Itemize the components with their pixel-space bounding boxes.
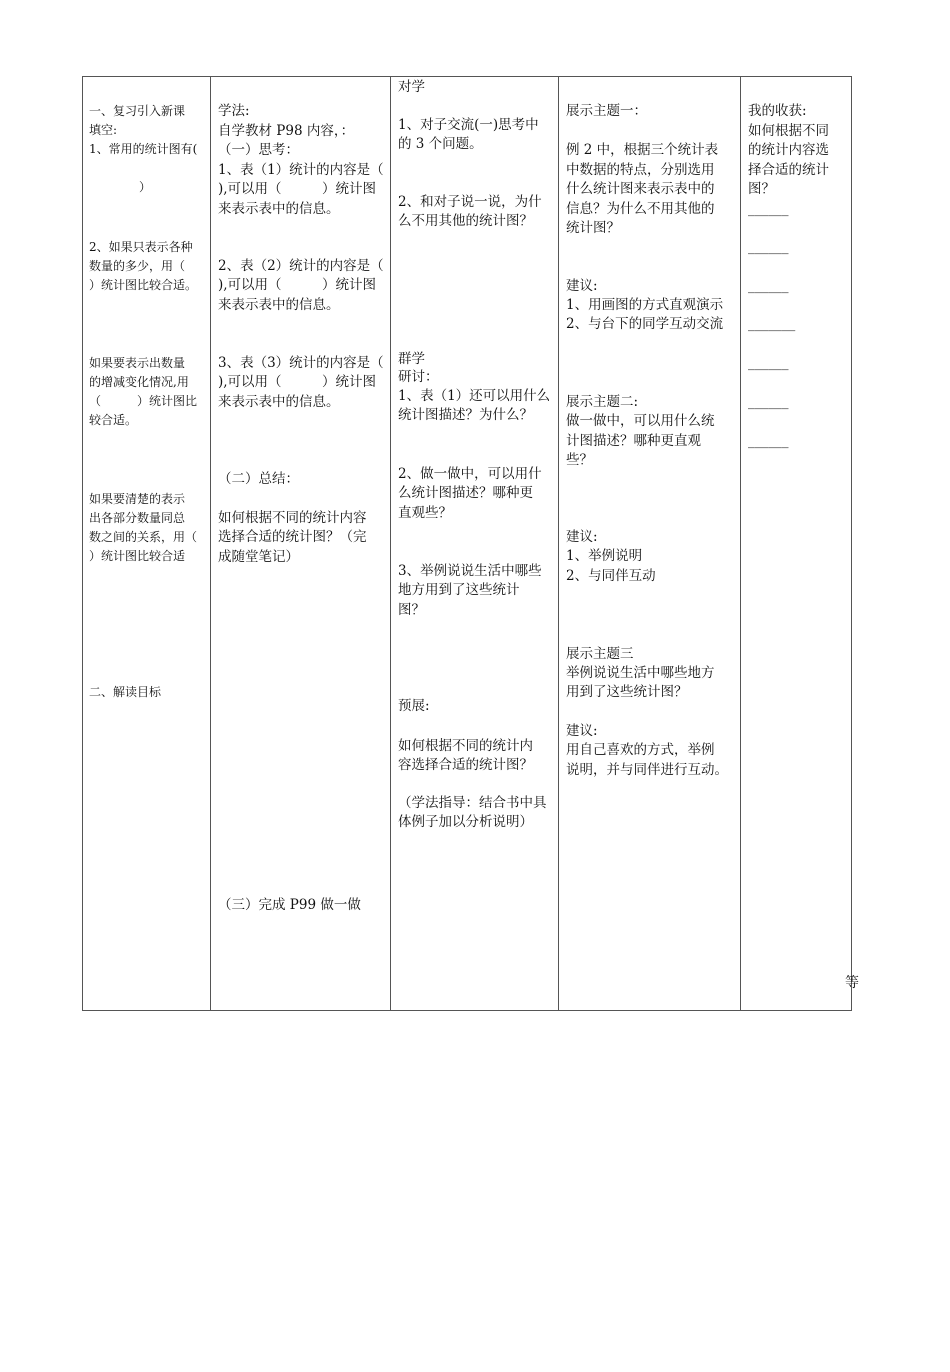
theme2-line: 展示主题二: bbox=[566, 394, 639, 410]
advice2-line: 2、与同伴互动 bbox=[566, 568, 656, 584]
question-3-line: 的增减变化情况,用 bbox=[89, 375, 189, 389]
column-review bbox=[83, 77, 211, 1010]
think-item-2-line: 2、表（2）统计的内容是（ bbox=[218, 258, 384, 274]
answer-line: ______ bbox=[748, 278, 789, 294]
answer-line: ______ bbox=[748, 239, 789, 255]
question-4-line: 如果要清楚的表示 bbox=[89, 492, 186, 506]
group-1-line: 统计图描述？为什么？ bbox=[398, 407, 533, 423]
column-presentation bbox=[559, 77, 741, 1010]
advice2-line: 1、举例说明 bbox=[566, 548, 643, 564]
advice3-line: 用自己喜欢的方式，举例 bbox=[566, 742, 715, 758]
group-1-line: 1、表（1）还可以用什么 bbox=[398, 388, 551, 404]
question-4-line: 数之间的关系，用（ bbox=[89, 530, 198, 544]
part3-title: （三）完成 P99 做一做 bbox=[218, 897, 361, 913]
advice1-line: 建议: bbox=[566, 278, 598, 294]
theme1-line: 中数据的特点，分别选用 bbox=[566, 162, 715, 178]
preview-title: 预展: bbox=[398, 698, 430, 714]
summary-line: 如何根据不同的统计内容 bbox=[218, 510, 367, 526]
think-item-3-line: 来表示表中的信息。 bbox=[218, 394, 340, 410]
think-item-3-line: 3、表（3）统计的内容是（ bbox=[218, 355, 384, 371]
pair-2-line: 2、和对子说一说，为什 bbox=[398, 194, 542, 210]
advice3-line: 建议: bbox=[566, 723, 598, 739]
theme1-line: 什么统计图来表示表中的 bbox=[566, 181, 715, 197]
theme1-title: 展示主题一： bbox=[566, 103, 647, 119]
advice1-line: 2、与台下的同学互动交流 bbox=[566, 316, 724, 332]
theme2-line: 做一做中，可以用什么统 bbox=[566, 413, 715, 429]
theme1-line: 信息？为什么不用其他的 bbox=[566, 201, 715, 217]
answer-line: ______ bbox=[748, 355, 789, 371]
answer-line: ______ bbox=[748, 394, 789, 410]
summary-title: （二）总结： bbox=[218, 471, 299, 487]
question-3-line: （ ）统计图比 bbox=[89, 394, 198, 408]
section2-title: 二、解读目标 bbox=[89, 685, 162, 699]
question-2-line: 数量的多少，用（ bbox=[89, 259, 186, 273]
preview-line: 容选择合适的统计图？ bbox=[398, 757, 533, 773]
guide-line: （学法指导：结合书中具 bbox=[398, 795, 547, 811]
column-self-study bbox=[211, 77, 391, 1010]
study-head-line: 自学教材 P98 内容，： bbox=[218, 123, 355, 139]
pair-1-line: 1、对子交流(一)思考中 bbox=[398, 117, 539, 133]
think-item-1-line: 来表示表中的信息。 bbox=[218, 201, 340, 217]
preview-line: 如何根据不同的统计内 bbox=[398, 738, 533, 754]
question-2-line: ）统计图比较合适。 bbox=[89, 278, 198, 292]
theme3-line: 展示主题三 bbox=[566, 646, 634, 662]
group-title-line: 群学 bbox=[398, 351, 425, 367]
group-2-line: 直观些？ bbox=[398, 505, 452, 521]
think-item-2-line: ),可以用（ ）统计图 bbox=[218, 277, 377, 293]
trailing-character: 等 bbox=[845, 975, 859, 991]
gain-line: 如何根据不同 bbox=[748, 123, 829, 139]
group-3-line: 3、举例说说生活中哪些 bbox=[398, 563, 542, 579]
fill-label: 填空: bbox=[89, 123, 118, 137]
guide-line: 体例子加以分析说明） bbox=[398, 814, 533, 830]
think-item-1-line: ),可以用（ ）统计图 bbox=[218, 181, 377, 197]
think-item-3-line: ),可以用（ ）统计图 bbox=[218, 374, 377, 390]
advice2-line: 建议: bbox=[566, 529, 598, 545]
answer-line: ______ bbox=[748, 433, 789, 449]
column-pair-group bbox=[391, 77, 559, 1010]
answer-line: _______ bbox=[748, 316, 796, 332]
summary-line: 成随堂笔记） bbox=[218, 549, 299, 565]
question-2-line: 2、如果只表示各种 bbox=[89, 240, 193, 254]
think-item-1-line: 1、表（1）统计的内容是（ bbox=[218, 162, 384, 178]
study-head-line: 学法: bbox=[218, 103, 250, 119]
group-3-line: 地方用到了这些统计 bbox=[398, 582, 520, 598]
question-1-line: ） bbox=[139, 180, 152, 194]
question-4-line: ）统计图比较合适 bbox=[89, 549, 186, 563]
gain-line: 择合适的统计 bbox=[748, 162, 829, 178]
theme1-line: 统计图？ bbox=[566, 220, 620, 236]
summary-line: 选择合适的统计图？（完 bbox=[218, 529, 367, 545]
theme2-line: 些？ bbox=[566, 452, 593, 468]
gain-line: 图？ bbox=[748, 181, 775, 197]
lesson-table bbox=[82, 76, 852, 1011]
pair-title: 对学 bbox=[398, 79, 425, 95]
answer-line: ______ bbox=[748, 201, 789, 217]
question-3-line: 较合适。 bbox=[89, 413, 138, 427]
study-head-line: （一）思考： bbox=[218, 142, 299, 158]
group-title-line: 研讨： bbox=[398, 369, 439, 385]
advice1-line: 1、用画图的方式直观演示 bbox=[566, 297, 724, 313]
group-2-line: 2、做一做中，可以用什 bbox=[398, 466, 542, 482]
question-4-line: 出各部分数量同总 bbox=[89, 511, 186, 525]
section1-title: 一、复习引入新课 bbox=[89, 104, 186, 118]
theme2-line: 计图描述？哪种更直观 bbox=[566, 433, 701, 449]
gain-line: 的统计内容选 bbox=[748, 142, 829, 158]
column-gain bbox=[741, 77, 851, 1010]
theme3-line: 举例说说生活中哪些地方 bbox=[566, 665, 715, 681]
pair-2-line: 么不用其他的统计图？ bbox=[398, 213, 533, 229]
question-3-line: 如果要表示出数量 bbox=[89, 356, 186, 370]
gain-line: 我的收获: bbox=[748, 103, 807, 119]
question-1-line: 1、常用的统计图有( bbox=[89, 142, 198, 156]
group-2-line: 么统计图描述？哪种更 bbox=[398, 485, 533, 501]
advice3-line: 说明，并与同伴进行互动。 bbox=[566, 762, 728, 778]
pair-1-line: 的 3 个问题。 bbox=[398, 136, 483, 152]
theme1-line: 例 2 中，根据三个统计表 bbox=[566, 142, 719, 158]
group-3-line: 图？ bbox=[398, 602, 425, 618]
think-item-2-line: 来表示表中的信息。 bbox=[218, 297, 340, 313]
theme3-line: 用到了这些统计图？ bbox=[566, 684, 688, 700]
